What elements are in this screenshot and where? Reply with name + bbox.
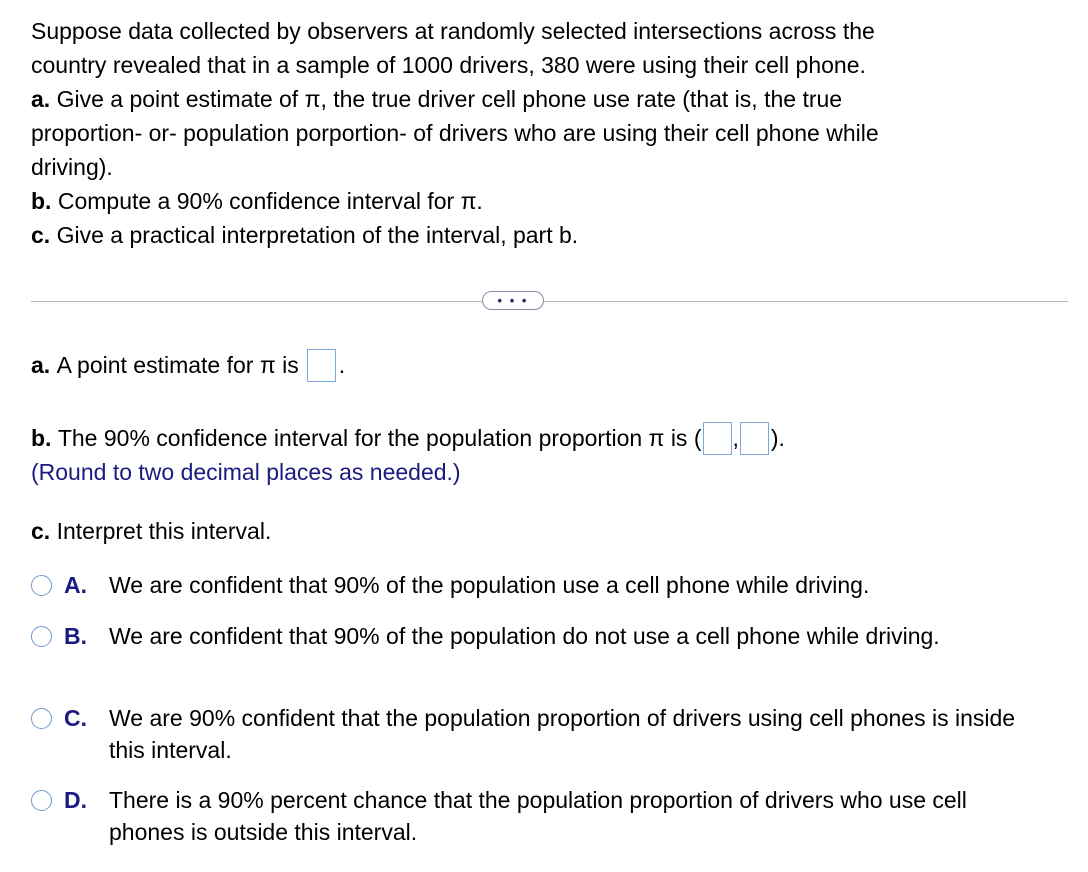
more-dots-icon: • • • bbox=[497, 293, 529, 308]
option-a-radio[interactable] bbox=[31, 575, 52, 596]
interval-upper-input[interactable] bbox=[740, 422, 769, 455]
answer-part-b-close: ). bbox=[770, 424, 785, 451]
point-estimate-input[interactable] bbox=[307, 349, 336, 382]
question-part-b-line bbox=[31, 184, 1031, 218]
answer-part-c bbox=[31, 518, 271, 545]
answer-part-a bbox=[31, 347, 345, 383]
question-line-1: Suppose data collected by observers at randomly selected intersections across the bbox=[31, 18, 875, 44]
option-c-radio[interactable] bbox=[31, 708, 52, 729]
question-text bbox=[31, 14, 1031, 252]
option-d[interactable] bbox=[31, 784, 1039, 848]
question-line-2: country revealed that in a sample of 1000 drivers, 380 were using their cell phone. bbox=[31, 52, 866, 78]
question-part-a-text-1: Give a point estimate of π, the true driver cell phone use rate (that is, the true bbox=[56, 86, 843, 112]
option-d-radio[interactable] bbox=[31, 790, 52, 811]
option-a[interactable] bbox=[31, 569, 1039, 601]
question-part-a-line-3: driving). bbox=[31, 154, 113, 180]
option-b[interactable] bbox=[31, 620, 969, 652]
answer-part-a-period: . bbox=[338, 351, 346, 378]
section-divider bbox=[31, 301, 1068, 302]
question-part-b-label: b. bbox=[31, 188, 52, 214]
interval-separator: , bbox=[732, 424, 739, 451]
option-c-text: We are 90% confident that the population proportion of drivers using cell phones is inside this interval. bbox=[109, 705, 1016, 763]
answer-part-a-label: a. bbox=[31, 351, 51, 378]
option-d-letter: D. bbox=[64, 787, 87, 813]
answer-part-b-label: b. bbox=[31, 424, 52, 451]
expand-more-button[interactable] bbox=[482, 291, 544, 310]
interval-lower-input[interactable] bbox=[703, 422, 732, 455]
question-part-b-text: Compute a 90% confidence interval for π. bbox=[57, 188, 483, 214]
option-b-letter: B. bbox=[64, 623, 87, 649]
option-d-text: There is a 90% percent chance that the population proportion of drivers who use cell phones is outside this interval. bbox=[109, 787, 967, 845]
option-b-radio[interactable] bbox=[31, 626, 52, 647]
answer-part-a-text: A point estimate for π is bbox=[56, 351, 299, 378]
question-part-a-line-2: proportion- or- population porportion- of drivers who are using their cell phone while bbox=[31, 120, 879, 146]
rounding-hint: (Round to two decimal places as needed.) bbox=[31, 459, 461, 485]
option-c-letter: C. bbox=[64, 705, 87, 731]
question-part-a-line-1 bbox=[31, 82, 1031, 116]
answer-part-c-text: Interpret this interval. bbox=[56, 518, 272, 544]
option-b-text: We are confident that 90% of the population do not use a cell phone while driving. bbox=[109, 623, 940, 649]
question-part-c-label: c. bbox=[31, 222, 51, 248]
option-a-text: We are confident that 90% of the population use a cell phone while driving. bbox=[109, 572, 870, 598]
question-part-c-text: Give a practical interpretation of the interval, part b. bbox=[56, 222, 579, 248]
answer-part-b bbox=[31, 420, 785, 456]
answer-part-c-label: c. bbox=[31, 518, 51, 544]
question-part-a-label: a. bbox=[31, 86, 51, 112]
answer-part-b-text: The 90% confidence interval for the population proportion π is ( bbox=[57, 424, 702, 451]
question-part-c-line bbox=[31, 218, 1031, 252]
option-c[interactable] bbox=[31, 702, 1039, 766]
option-a-letter: A. bbox=[64, 572, 87, 598]
